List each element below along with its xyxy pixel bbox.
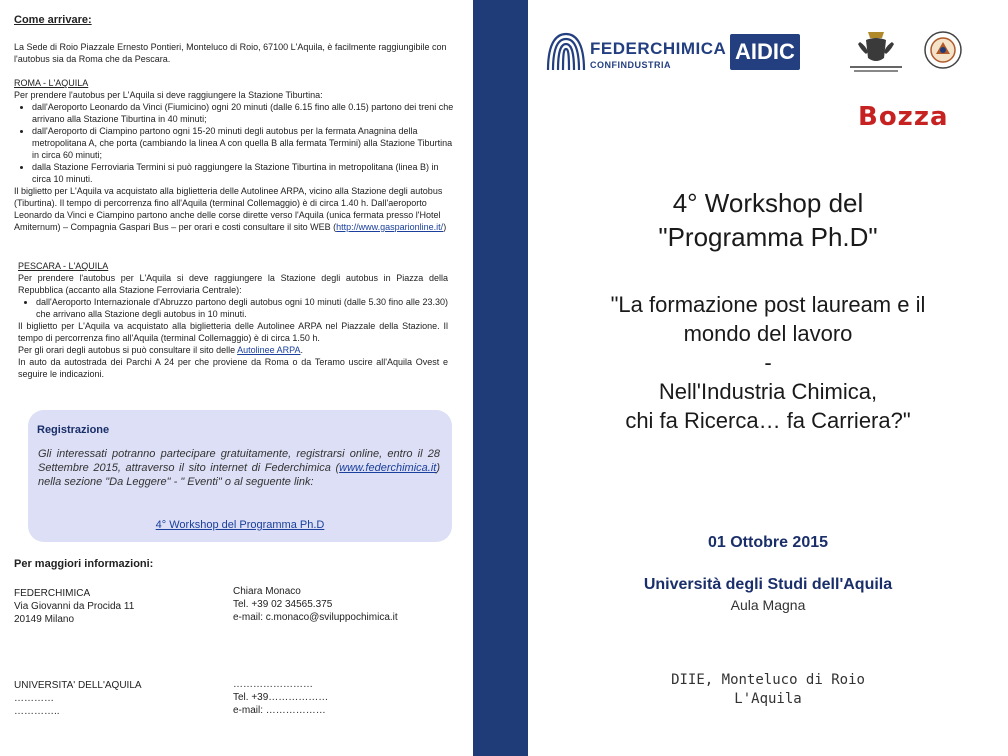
contact-univaq: UNIVERSITA' DELL'AQUILA ………… ………….. xyxy=(14,680,142,717)
list-item: • dalla Stazione Ferroviaria Termini si può raggiungere la Stazione Tiburtina in metropolitana (linea B) in circa 10 minuti. xyxy=(32,161,459,185)
roma-list xyxy=(14,101,459,185)
event-date: 01 Ottobre 2015 xyxy=(707,534,829,551)
gaspari-link[interactable]: http://www.gasparionline.it/ xyxy=(336,222,444,232)
workshop-title: 4° Workshop del "Programma Ph.D" xyxy=(658,188,878,252)
venue: Università degli Studi dell'Aquila Aula Magna xyxy=(643,576,893,613)
roma-text: Il biglietto per L'Aquila va acquistato alla biglietteria delle Autolinee ARPA, vicino alla Stazione degli autobus (Tiburtina). Il tempo di percorrenza fino all'Aquila (terminal Collemaggio) è di circa 1.40 h. Dall'aeroporto Leonardo da Vinci e Ciampino partono anche delle corse dirette verso l'Aquila (unica fermata presso l'Hotel Amiternum) – Compagnia Gaspari Bus – per orari e costi consultare il sito WEB (http://www.gasparionline.it/) xyxy=(14,186,447,232)
blue-divider xyxy=(473,0,528,756)
registration-title: Registrazione xyxy=(37,424,110,436)
info-title: Per maggiori informazioni: xyxy=(14,558,154,570)
aidic-logo: AIDIC xyxy=(730,34,800,70)
federchimica-logo: FEDERCHIMICA CONFINDUSTRIA xyxy=(544,30,714,78)
bozza-stamp: Bozza xyxy=(858,102,949,132)
circular-seal-icon xyxy=(923,30,963,70)
list-item: • dall'Aeroporto Leonardo da Vinci (Fiumicino) ogni 20 minuti (dalle 6.15 fino alle 0.15) partono dei treni che arrivano alla Stazione Tiburtina in 40 minuti; xyxy=(32,101,459,125)
list-item: • dall'Aeroporto di Ciampino partono ogni 15-20 minuti degli autobus per la fermata Anagnina della metropolitana A, che porta (cambiando la linea A con quella B alla fermata Termini) alla Stazione Tiburtina in circa 60 minuti; xyxy=(32,125,459,161)
contact-univaq-person: …………………… Tel. +39……………… e-mail: ……………… xyxy=(233,679,329,716)
email-link[interactable]: e-mail: c.monaco@sviluppochimica.it xyxy=(233,612,398,623)
partner-logo xyxy=(923,30,963,70)
roma-title: ROMA - L'AQUILA xyxy=(14,78,89,88)
event-link[interactable]: 4° Workshop del Programma Ph.D xyxy=(155,519,325,531)
intro-text: La Sede di Roio Piazzale Ernesto Pontieri, Monteluco di Roio, 67100 L'Aquila, è facilmente raggiungibile con l'autobus sia da Roma che da Pescara. xyxy=(14,42,447,64)
pescara-section xyxy=(18,260,448,380)
workshop-subtitle: "La formazione post lauream e il mondo del lavoro - Nell'Industria Chimica, chi fa Ricerca… fa Carriera?" xyxy=(610,292,926,433)
university-logo xyxy=(846,28,906,76)
pescara-text2: Per gli orari degli autobus si può consultare il sito delle Autolinee ARPA. xyxy=(18,345,304,355)
university-crest-icon xyxy=(846,28,906,76)
left-panel xyxy=(0,0,470,756)
federchimica-link[interactable]: www.federchimica.it xyxy=(339,462,437,474)
pescara-text3: In auto da autostrada dei Parchi A 24 per che proviene da Roma o da Teramo uscire all'Aquila Ovest e seguire le indicazioni. xyxy=(18,357,448,379)
contact-federchimica: FEDERCHIMICA Via Giovanni da Procida 11 20149 Milano xyxy=(14,588,135,625)
pescara-list xyxy=(18,296,448,320)
roma-section xyxy=(14,77,459,233)
registration-box xyxy=(28,410,452,542)
registration-text: Gli interessati potranno partecipare gratuitamente, registrarsi online, entro il 28 Settembre 2015, attraverso il sito internet di Federchimica (www.federchimica.it) nella sezione "Da Leggere" - " Eventi" o al seguente link: xyxy=(38,448,440,488)
pescara-lead: Per prendere l'autobus per L'Aquila si deve raggiungere la Stazione degli autobus in Piazza della Repubblica (accanto alla Stazione Ferroviaria Centrale): xyxy=(18,273,448,295)
right-panel xyxy=(528,0,1008,756)
federchimica-mark-icon xyxy=(544,30,588,74)
pescara-text1: Il biglietto per L'Aquila va acquistato alla biglietteria delle Autolinee ARPA nel Piazzale della Stazione. Il tempo di percorrenza fino all'Aquila (terminal Collemaggio) è di circa 1.50 h. xyxy=(18,321,448,343)
pescara-title: PESCARA - L'AQUILA xyxy=(18,261,109,271)
contact-monaco: Chiara Monaco Tel. +39 02 34565.375 e-mail: c.monaco@sviluppochimica.it xyxy=(233,586,398,623)
roma-lead: Per prendere l'autobus per L'Aquila si deve raggiungere la Stazione Tiburtina: xyxy=(14,90,323,100)
come-arrivare-title: Come arrivare: xyxy=(14,14,92,26)
department: DIIE, Monteluco di Roio L'Aquila xyxy=(671,672,865,707)
list-item: • dall'Aeroporto Internazionale d'Abruzzo partono degli autobus ogni 10 minuti (dalle 5.30 fino alle 23.30) che arrivano alla Stazione degli autobus in 10 minuti. xyxy=(36,296,448,320)
arpa-link[interactable]: Autolinee ARPA xyxy=(237,345,301,355)
